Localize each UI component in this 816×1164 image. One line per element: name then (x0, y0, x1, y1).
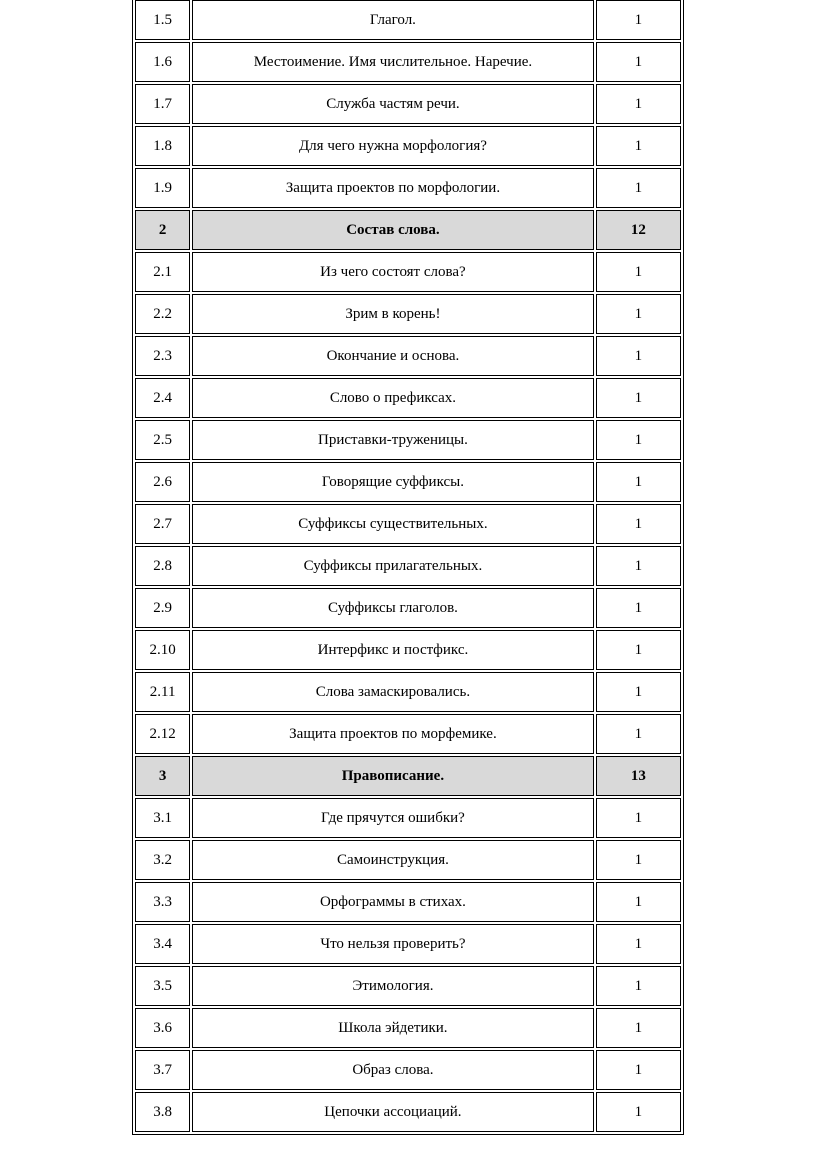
table-row (135, 840, 681, 880)
table-row (135, 294, 681, 334)
row-topic-cell: Школа эйдетики. (192, 1008, 593, 1048)
row-topic-cell: Приставки-труженицы. (192, 420, 593, 460)
row-number-cell: 2.9 (135, 588, 190, 628)
row-topic-cell: Окончание и основа. (192, 336, 593, 376)
row-topic-cell: Самоинструкция. (192, 840, 593, 880)
curriculum-table (132, 0, 684, 1135)
row-hours-cell: 1 (596, 714, 681, 754)
row-topic-cell: Образ слова. (192, 1050, 593, 1090)
row-topic-cell: Что нельзя проверить? (192, 924, 593, 964)
row-number-cell: 3.6 (135, 1008, 190, 1048)
row-topic-cell: Суффиксы существительных. (192, 504, 593, 544)
row-hours-cell: 1 (596, 462, 681, 502)
row-hours-cell: 1 (596, 588, 681, 628)
table-row (135, 546, 681, 586)
row-number-cell: 2.11 (135, 672, 190, 712)
row-topic-cell: Интерфикс и постфикс. (192, 630, 593, 670)
row-number-cell: 1.8 (135, 126, 190, 166)
table-row (135, 588, 681, 628)
row-number-cell: 1.6 (135, 42, 190, 82)
row-topic-cell: Глагол. (192, 0, 593, 40)
table-row (135, 462, 681, 502)
row-hours-cell: 12 (596, 210, 681, 250)
row-number-cell: 3.3 (135, 882, 190, 922)
row-hours-cell: 1 (596, 1008, 681, 1048)
row-number-cell: 2.2 (135, 294, 190, 334)
row-topic-cell: Суффиксы прилагательных. (192, 546, 593, 586)
table-row (135, 336, 681, 376)
row-number-cell: 2 (135, 210, 190, 250)
section-row (135, 210, 681, 250)
row-topic-cell: Зрим в корень! (192, 294, 593, 334)
row-hours-cell: 1 (596, 924, 681, 964)
row-number-cell: 2.3 (135, 336, 190, 376)
row-hours-cell: 1 (596, 84, 681, 124)
row-hours-cell: 1 (596, 1092, 681, 1132)
table-row (135, 630, 681, 670)
row-number-cell: 1.7 (135, 84, 190, 124)
row-topic-cell: Защита проектов по морфемике. (192, 714, 593, 754)
row-hours-cell: 1 (596, 630, 681, 670)
row-topic-cell: Слова замаскировались. (192, 672, 593, 712)
table-row (135, 504, 681, 544)
table-row (135, 0, 681, 40)
row-number-cell: 2.5 (135, 420, 190, 460)
row-topic-cell: Слово о префиксах. (192, 378, 593, 418)
table-row (135, 1092, 681, 1132)
row-topic-cell: Где прячутся ошибки? (192, 798, 593, 838)
row-number-cell: 3.2 (135, 840, 190, 880)
row-hours-cell: 1 (596, 1050, 681, 1090)
row-topic-cell: Для чего нужна морфология? (192, 126, 593, 166)
table-row (135, 42, 681, 82)
row-number-cell: 3.5 (135, 966, 190, 1006)
row-topic-cell: Состав слова. (192, 210, 593, 250)
table-row (135, 1008, 681, 1048)
row-topic-cell: Из чего состоят слова? (192, 252, 593, 292)
row-hours-cell: 1 (596, 126, 681, 166)
table-row (135, 126, 681, 166)
row-hours-cell: 1 (596, 672, 681, 712)
curriculum-table-body (135, 0, 681, 1132)
row-topic-cell: Защита проектов по морфологии. (192, 168, 593, 208)
row-hours-cell: 1 (596, 546, 681, 586)
row-topic-cell: Цепочки ассоциаций. (192, 1092, 593, 1132)
row-topic-cell: Орфограммы в стихах. (192, 882, 593, 922)
row-hours-cell: 1 (596, 252, 681, 292)
row-topic-cell: Местоимение. Имя числительное. Наречие. (192, 42, 593, 82)
row-number-cell: 2.7 (135, 504, 190, 544)
row-number-cell: 2.1 (135, 252, 190, 292)
table-row (135, 168, 681, 208)
row-topic-cell: Этимология. (192, 966, 593, 1006)
row-topic-cell: Правописание. (192, 756, 593, 796)
table-row (135, 714, 681, 754)
row-hours-cell: 13 (596, 756, 681, 796)
row-topic-cell: Говорящие суффиксы. (192, 462, 593, 502)
row-hours-cell: 1 (596, 42, 681, 82)
row-hours-cell: 1 (596, 294, 681, 334)
row-number-cell: 3 (135, 756, 190, 796)
row-hours-cell: 1 (596, 840, 681, 880)
row-number-cell: 2.6 (135, 462, 190, 502)
table-row (135, 1050, 681, 1090)
row-hours-cell: 1 (596, 798, 681, 838)
row-number-cell: 3.4 (135, 924, 190, 964)
row-topic-cell: Служба частям речи. (192, 84, 593, 124)
row-hours-cell: 1 (596, 504, 681, 544)
table-row (135, 420, 681, 460)
row-number-cell: 2.4 (135, 378, 190, 418)
row-number-cell: 2.10 (135, 630, 190, 670)
row-hours-cell: 1 (596, 966, 681, 1006)
table-row (135, 378, 681, 418)
row-number-cell: 3.7 (135, 1050, 190, 1090)
row-hours-cell: 1 (596, 378, 681, 418)
row-hours-cell: 1 (596, 420, 681, 460)
row-number-cell: 1.5 (135, 0, 190, 40)
row-hours-cell: 1 (596, 168, 681, 208)
table-row (135, 882, 681, 922)
section-row (135, 756, 681, 796)
row-hours-cell: 1 (596, 336, 681, 376)
table-row (135, 672, 681, 712)
table-row (135, 966, 681, 1006)
row-hours-cell: 1 (596, 882, 681, 922)
row-number-cell: 2.8 (135, 546, 190, 586)
row-number-cell: 2.12 (135, 714, 190, 754)
curriculum-table-container (132, 0, 684, 1140)
row-topic-cell: Суффиксы глаголов. (192, 588, 593, 628)
row-hours-cell: 1 (596, 0, 681, 40)
table-row (135, 798, 681, 838)
table-row (135, 252, 681, 292)
row-number-cell: 1.9 (135, 168, 190, 208)
table-row (135, 84, 681, 124)
row-number-cell: 3.8 (135, 1092, 190, 1132)
table-row (135, 924, 681, 964)
row-number-cell: 3.1 (135, 798, 190, 838)
